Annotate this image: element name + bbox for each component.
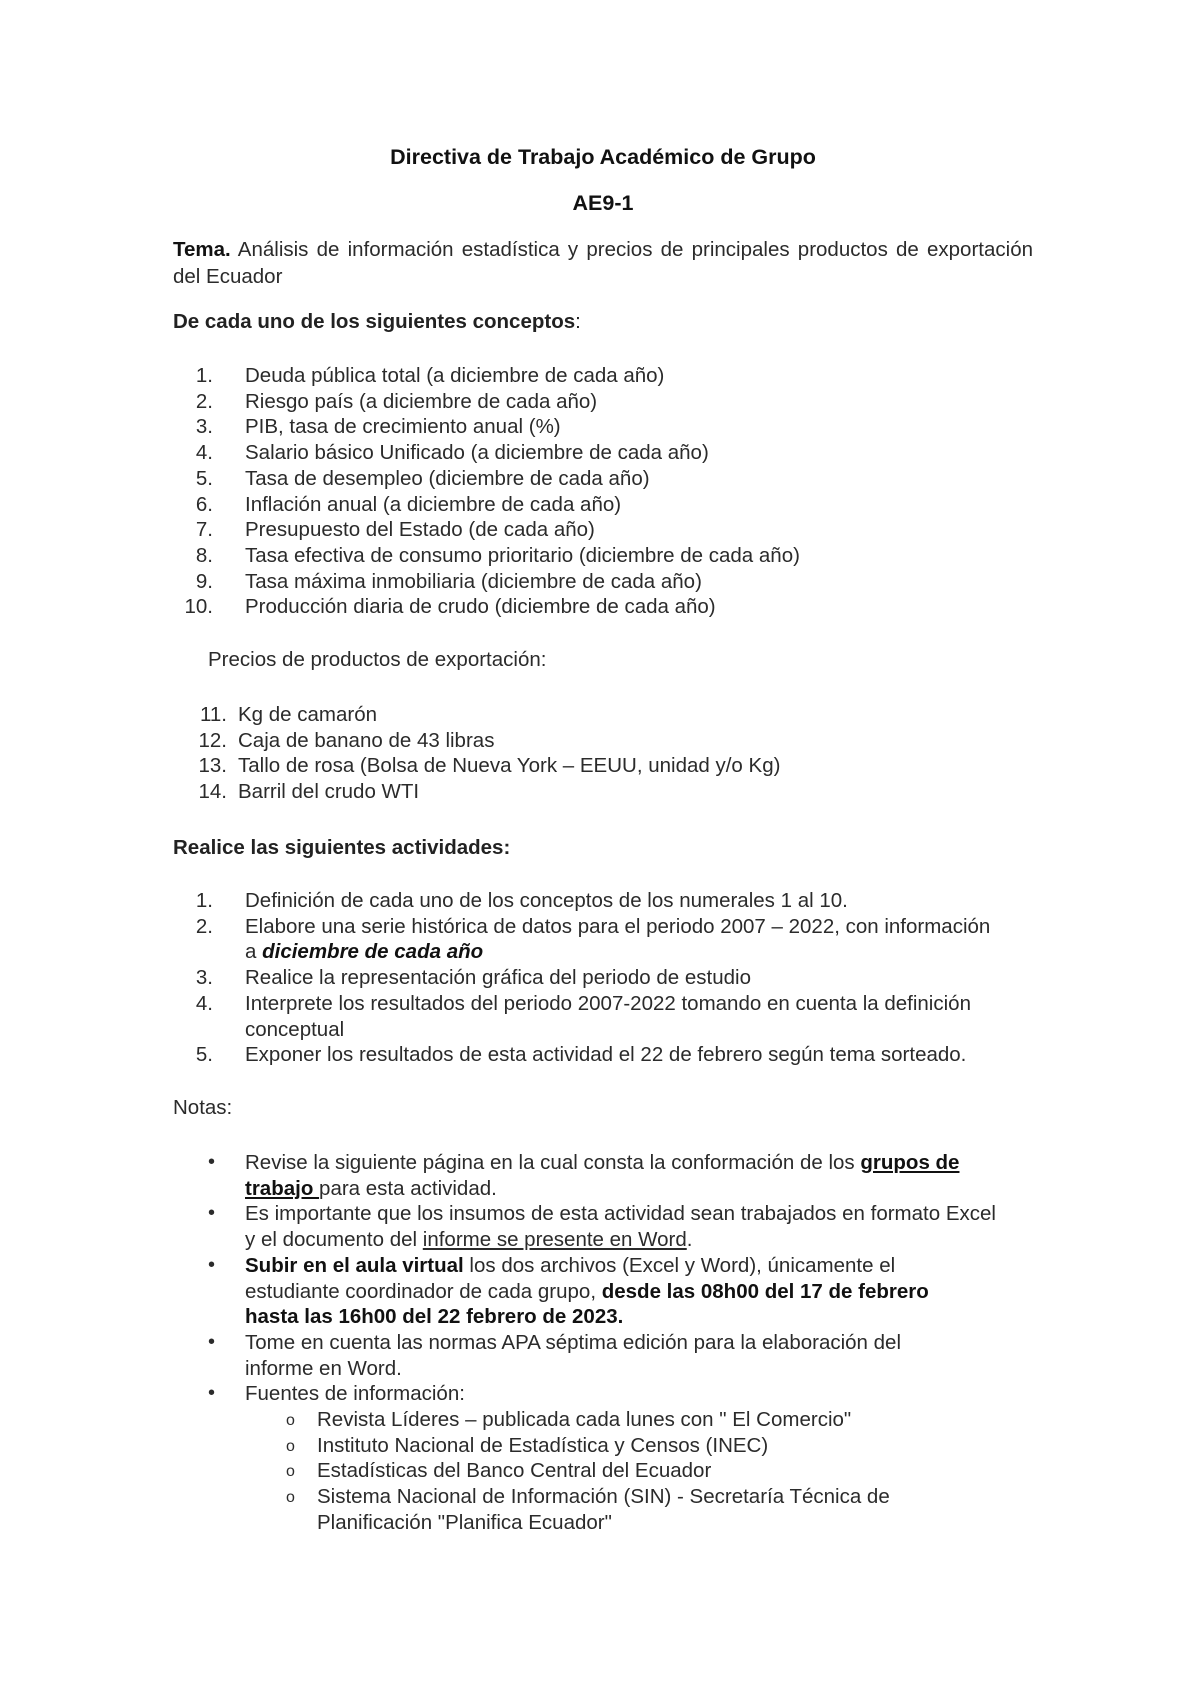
list-item — [173, 517, 800, 543]
prices-heading: Precios de productos de exportación: — [208, 648, 547, 671]
activities-heading: Realice las siguientes actividades: — [173, 836, 511, 859]
item-text: . — [686, 1228, 693, 1252]
list-item — [245, 1458, 1033, 1484]
bullet-icon: • — [208, 1253, 216, 1276]
item-number: 13. — [198, 754, 227, 778]
item-text: Tallo de rosa (Bolsa de Nueva York – EEUU, unidad y/o Kg) — [238, 754, 781, 778]
activities-list — [173, 888, 1033, 1068]
notes-list — [173, 1150, 1033, 1536]
item-text: Interprete los resultados del periodo 2007-2022 tomando en cuenta la definición conceptual — [245, 991, 971, 1041]
list-item — [173, 965, 1033, 991]
notes-heading: Notas: — [173, 1096, 233, 1119]
item-number: 3. — [195, 415, 213, 439]
item-number: 4. — [195, 441, 213, 465]
sources-list — [245, 1407, 1033, 1536]
concepts-heading-text: De cada uno de los siguientes conceptos — [173, 310, 576, 333]
item-text: Instituto Nacional de Estadística y Censos (INEC) — [317, 1433, 769, 1457]
item-number: 1. — [195, 364, 213, 387]
bullet-icon: • — [208, 1202, 216, 1225]
item-text-emphasis: diciembre de cada año — [262, 940, 484, 964]
concepts-heading-colon: : — [575, 310, 581, 333]
list-item — [173, 1330, 1033, 1381]
circle-bullet-icon: o — [286, 1412, 295, 1430]
item-text: Tome en cuenta las normas APA séptima edición para la elaboración del informe en Word. — [245, 1330, 902, 1380]
list-item — [173, 991, 1033, 1042]
list-item — [245, 1407, 1033, 1433]
item-text: Tasa máxima inmobiliaria (diciembre de cada año) — [245, 569, 702, 593]
list-item — [173, 1381, 1033, 1535]
bullet-icon: • — [208, 1382, 216, 1405]
item-number: 9. — [195, 569, 213, 593]
item-number: 6. — [195, 492, 213, 516]
item-text: Tasa efectiva de consumo prioritario (diciembre de cada año) — [245, 543, 800, 567]
item-text-bold: desde las 08h00 del 17 de febrero hasta las 16h00 del 22 febrero de 2023. — [245, 1279, 929, 1329]
list-item — [173, 414, 800, 440]
item-text: Revise la siguiente página en la cual consta la conformación de los — [245, 1151, 861, 1174]
item-text: Sistema Nacional de Información (SIN) - Secretaría Técnica de Planificación "Planifica Ecuador" — [317, 1485, 890, 1534]
bullet-icon: • — [208, 1330, 216, 1353]
item-text-bold: Subir en el aula virtual — [245, 1253, 464, 1277]
circle-bullet-icon: o — [286, 1489, 295, 1507]
list-item — [173, 543, 800, 569]
list-item — [173, 1042, 1033, 1068]
concepts-list — [173, 363, 800, 620]
tema-paragraph — [173, 236, 1033, 290]
bullet-icon: • — [208, 1151, 216, 1173]
list-item — [173, 702, 780, 728]
item-number: 14. — [198, 780, 227, 804]
item-text: Barril del crudo WTI — [238, 780, 420, 804]
item-text: Tasa de desempleo (diciembre de cada año) — [245, 466, 650, 490]
list-item — [173, 753, 780, 779]
circle-bullet-icon: o — [286, 1437, 295, 1455]
item-number: 5. — [195, 466, 213, 490]
item-text: PIB, tasa de crecimiento anual (%) — [245, 415, 561, 439]
item-text: Definición de cada uno de los conceptos de los numerales 1 al 10. — [245, 889, 848, 912]
prices-list — [173, 702, 780, 805]
item-text: Exponer los resultados de esta actividad el 22 de febrero según tema sorteado. — [245, 1043, 967, 1067]
grupos-de-trabajo-link[interactable]: grupos de trabajo — [245, 1151, 960, 1200]
list-item — [173, 363, 800, 389]
item-text: Presupuesto del Estado (de cada año) — [245, 518, 595, 542]
item-text: Producción diaria de crudo (diciembre de cada año) — [245, 595, 716, 619]
item-text: para esta actividad. — [319, 1176, 497, 1200]
tema-label: Tema. — [173, 238, 231, 261]
list-item — [245, 1433, 1033, 1459]
item-text: Riesgo país (a diciembre de cada año) — [245, 389, 598, 413]
item-number: 3. — [195, 966, 213, 990]
list-item — [173, 492, 800, 518]
item-text: Revista Líderes – publicada cada lunes con " El Comercio" — [317, 1408, 852, 1432]
item-text: Salario básico Unificado (a diciembre de cada año) — [245, 441, 709, 465]
document-title: Directiva de Trabajo Académico de Grupo — [390, 145, 816, 169]
item-text: Realice la representación gráfica del periodo de estudio — [245, 966, 751, 990]
item-number: 10. — [184, 595, 213, 619]
document-code: AE9-1 — [572, 191, 634, 215]
circle-bullet-icon: o — [286, 1463, 295, 1481]
item-text: Estadísticas del Banco Central del Ecuador — [317, 1459, 712, 1483]
list-item — [173, 779, 780, 805]
item-number: 4. — [195, 991, 213, 1015]
list-item — [173, 1201, 1033, 1252]
informe-word-link[interactable]: informe se presente en Word — [422, 1228, 687, 1252]
list-item — [173, 389, 800, 415]
concepts-heading — [173, 310, 581, 334]
item-text: Fuentes de información: — [245, 1382, 465, 1406]
list-item — [173, 569, 800, 595]
list-item — [173, 1150, 1033, 1201]
item-number: 7. — [195, 518, 213, 542]
item-text: Kg de camarón — [238, 703, 378, 726]
list-item — [173, 466, 800, 492]
item-text: Deuda pública total (a diciembre de cada año) — [245, 364, 665, 387]
item-number: 2. — [195, 914, 213, 938]
list-item — [173, 888, 1033, 914]
item-text: Elabore una serie histórica de datos para el periodo 2007 – 2022, con información a — [245, 914, 991, 964]
list-item — [245, 1484, 1033, 1535]
list-item — [173, 594, 800, 620]
item-number: 8. — [195, 543, 213, 567]
tema-text: Análisis de información estadística y precios de principales productos de exportación del Ecuador — [173, 238, 1033, 288]
item-text: Inflación anual (a diciembre de cada año) — [245, 492, 622, 516]
item-text: los dos archivos (Excel y Word), únicamente el estudiante coordinador de cada grupo, — [245, 1253, 896, 1303]
item-number: 11. — [200, 703, 227, 726]
list-item — [173, 914, 1033, 965]
item-text: Caja de banano de 43 libras — [238, 728, 495, 752]
item-number: 5. — [195, 1043, 213, 1067]
item-number: 12. — [198, 728, 227, 752]
item-number: 2. — [195, 389, 213, 413]
item-number: 1. — [195, 889, 213, 912]
list-item — [173, 728, 780, 754]
list-item — [173, 440, 800, 466]
item-text: Es importante que los insumos de esta actividad sean trabajados en formato Excel y el documento del — [245, 1202, 996, 1252]
list-item — [173, 1253, 1033, 1330]
